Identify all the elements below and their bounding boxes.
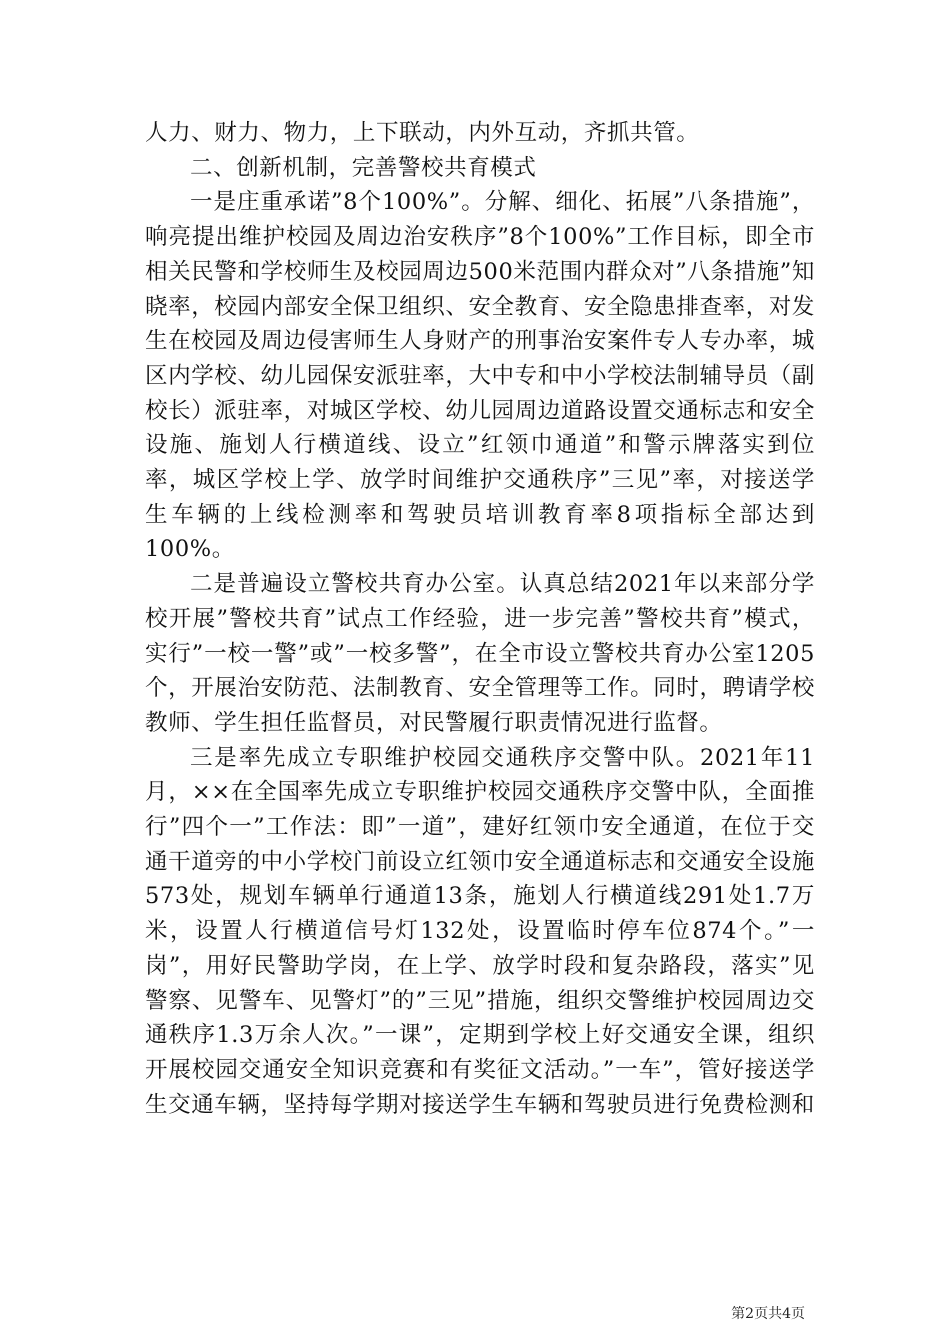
paragraph-commitment: 一是庄重承诺”8个100%”。分解、细化、拓展”八条措施”，响亮提出维护校园及周边治安秩序”8个100%”工作目标，即全市相关民警和学校师生及校园周边500米范围内群众对”八条措施”知晓率，校园内部安全保卫组织、安全教育、安全隐患排查率，对发生在校园及周边侵害师生人身财产的刑事治安案件专人专办率，城区内学校、幼儿园保安派驻率，大中专和中小学校法制辅导员（副校长）派驻率，对城区学校、幼儿园周边道路设置交通标志和安全设施、施划人行横道线、设立”红领巾通道”和警示牌落实到位率，城区学校上学、放学时间维护交通秩序”三见”率，对接送学生车辆的上线检测率和驾驶员培训教育率8项指标全部达到100%。 bbox=[145, 189, 815, 563]
paragraph-traffic-squad: 三是率先成立专职维护校园交通秩序交警中队。2021年11月，××在全国率先成立专职维护校园交通秩序交警中队，全面推行”四个一”工作法：即”一道”，建好红领巾安全通道，在位于交通干道旁的中小学校门前设立红领巾安全通道标志和交通安全设施573处，规划车辆单行通道13条，施划人行横道线291处1.7万米，设置人行横道信号灯132处，设置临时停车位874个。”一岗”，用好民警助学岗，在上学、放学时段和复杂路段，落实”见警察、见警车、见警灯”的”三见”措施，组织交警维护校园周边交通秩序1.3万余人次。”一课”，定期到学校上好交通安全课，组织开展校园交通安全知识竞赛和有奖征文活动。”一车”，管好接送学生交通车辆，坚持每学期对接送学生车辆和驾驶员进行免费检测和 bbox=[145, 744, 815, 1118]
page-number: 第2页共4页 bbox=[731, 1306, 805, 1322]
section-heading: 二、创新机制，完善警校共育模式 bbox=[190, 154, 537, 181]
paragraph-office: 二是普遍设立警校共育办公室。认真总结2021年以来部分学校开展”警校共育”试点工作经验，进一步完善”警校共育”模式，实行”一校一警”或”一校多警”，在全市设立警校共育办公室1205个，开展治安防范、法制教育、安全管理等工作。同时，聘请学校教师、学生担任监督员，对民警履行职责情况进行监督。 bbox=[145, 571, 815, 736]
document-body bbox=[145, 116, 815, 1122]
paragraph-continuation: 人力、财力、物力，上下联动，内外互动，齐抓共管。 bbox=[145, 120, 700, 146]
